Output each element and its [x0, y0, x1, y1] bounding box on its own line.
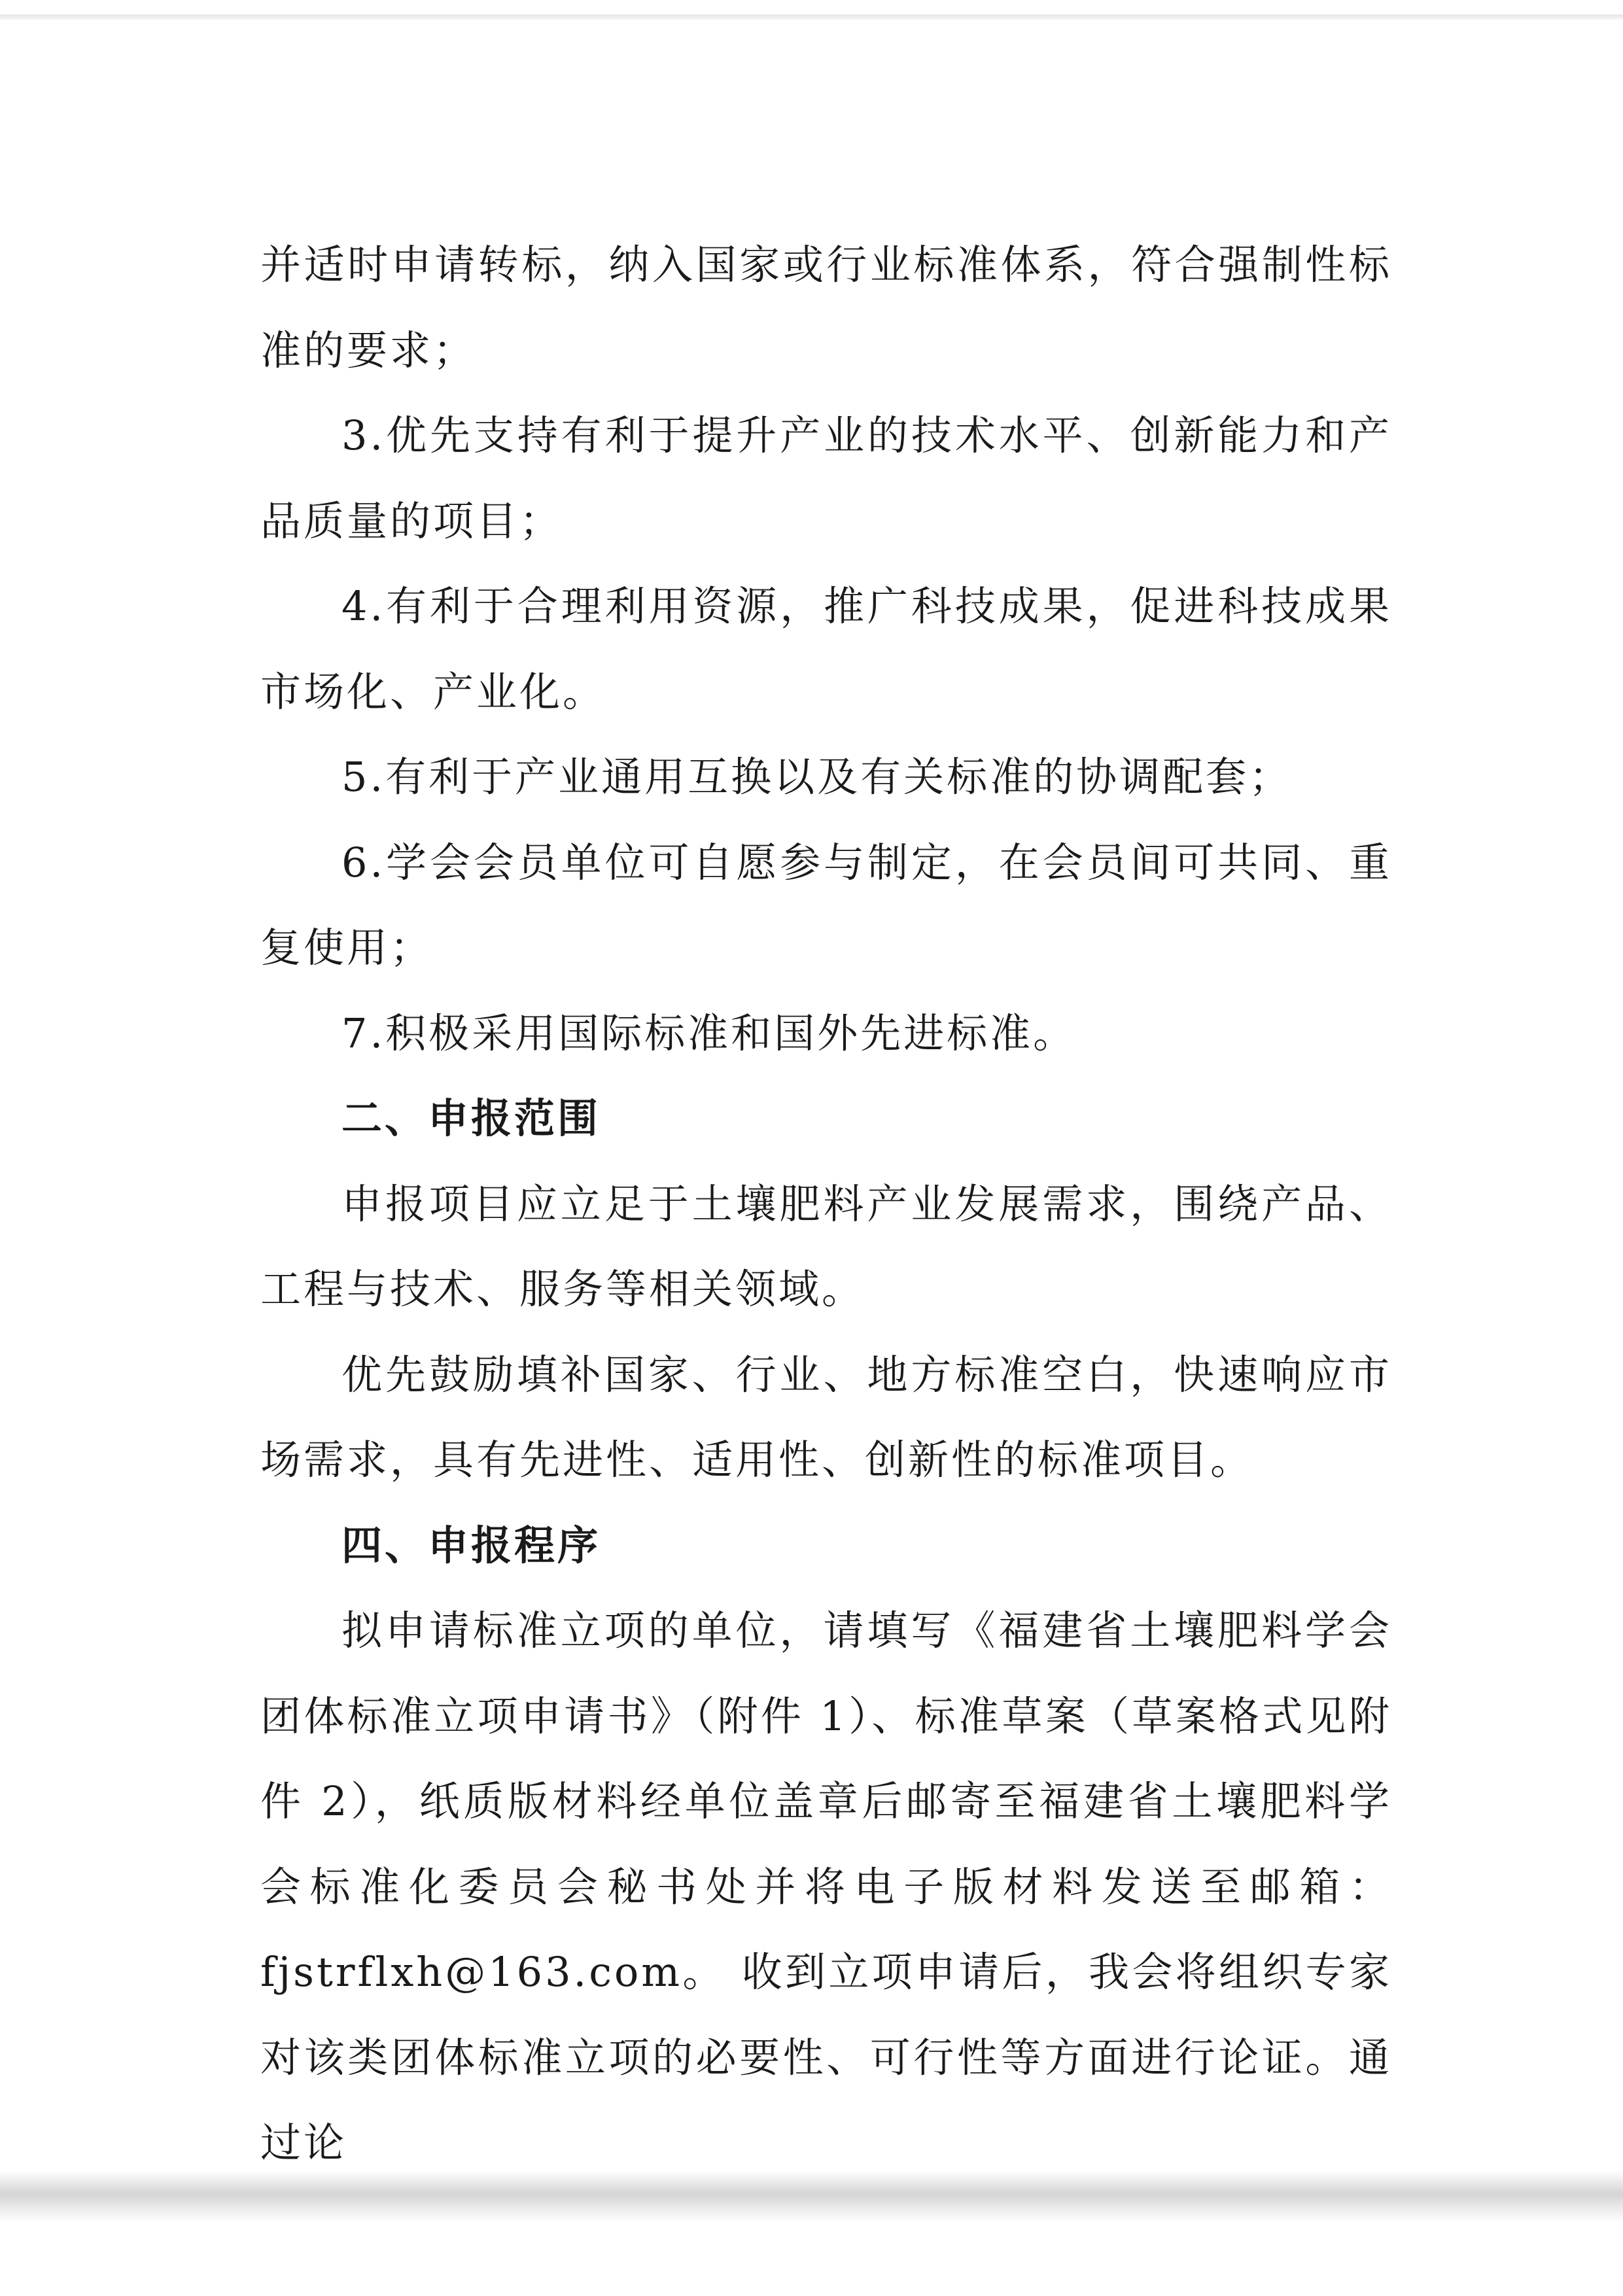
- scan-bottom-shadow: [0, 2170, 1623, 2223]
- paragraph-priority: 优先鼓励填补国家、行业、地方标准空白，快速响应市场需求，具有先进性、适用性、创新性的标准项目。: [260, 1350, 1392, 1484]
- section-heading-scope: 二、申报范围: [341, 1094, 601, 1142]
- paragraph-item-6: 6.学会会员单位可自愿参与制定，在会员间可共同、重复使用；: [260, 838, 1392, 971]
- scan-top-edge: [0, 14, 1623, 20]
- paragraph-item-7: 7.积极采用国际标准和国外先进标准。: [341, 1009, 1077, 1057]
- section-heading-procedure: 四、申报程序: [341, 1521, 601, 1569]
- paragraph-scope: 申报项目应立足于土壤肥料产业发展需求，围绕产品、工程与技术、服务等相关领域。: [260, 1179, 1392, 1313]
- paragraph-continuation: 并适时申请转标，纳入国家或行业标准体系，符合强制性标准的要求；: [260, 241, 1392, 374]
- paragraph-item-5: 5.有利于产业通用互换以及有关标准的协调配套；: [341, 753, 1293, 801]
- paragraph-item-4: 4.有利于合理利用资源，推广科技成果，促进科技成果市场化、产业化。: [260, 582, 1392, 716]
- document-body: [260, 222, 1392, 2186]
- paragraph-item-3: 3.优先支持有利于提升产业的技术水平、创新能力和产品质量的项目；: [260, 411, 1392, 545]
- paragraph-procedure: 拟申请标准立项的单位，请填写《福建省土壤肥料学会团体标准立项申请书》（附件 1）、标准草案（草案格式见附件 2），纸质版材料经单位盖章后邮寄至福建省土壤肥料学会标准化委员会秘书处并将电子版材料发送至邮箱：fjstrflxh@163.com。 收到立项申请后，我会将组织专家对该类团体标准立项的必要性、可行性等方面进行论证。通过论: [260, 1607, 1392, 2166]
